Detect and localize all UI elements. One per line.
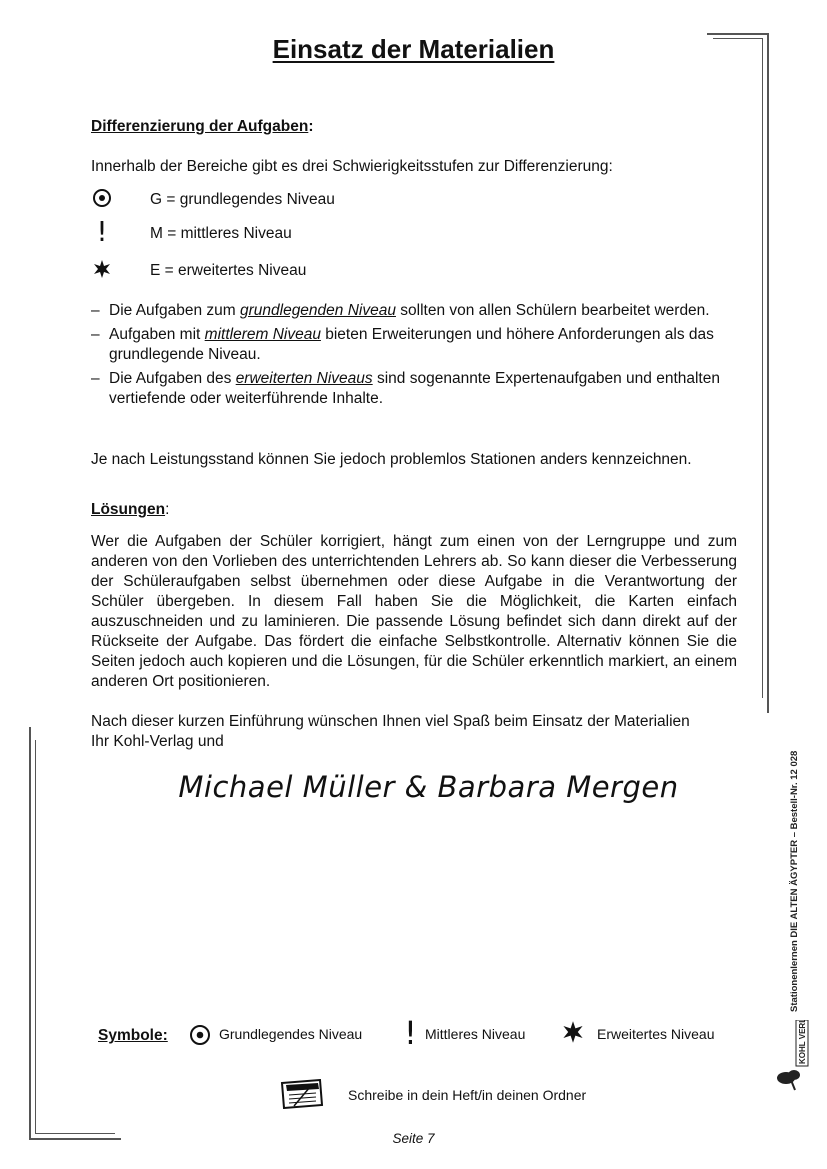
- loesungen-heading: Lösungen: [91, 501, 166, 518]
- loesungen-heading-line: [91, 500, 737, 520]
- bullet-text-post: sind sogenannte Expertenaufgaben und enthalten vertiefende oder weiterführende Inhalte.: [109, 370, 720, 407]
- notebook-icon: [280, 1079, 324, 1114]
- frame-right-vertical-inner: [762, 38, 763, 698]
- star-icon: [561, 1020, 585, 1047]
- list-item: [91, 369, 741, 409]
- bullet-text-post: sollten von allen Schülern bearbeitet werden.: [395, 302, 710, 319]
- symbols-grundlegend-label: Grundlegendes Niveau: [219, 1026, 363, 1042]
- symbols-erweitertes-label: Erweitertes Niveau: [597, 1026, 715, 1042]
- exclamation-icon: !: [404, 1014, 417, 1052]
- loesungen-heading-colon: :: [165, 501, 170, 518]
- bullet-text-emph: grundlegenden Niveau: [239, 302, 396, 319]
- differenzierung-heading: Differenzierung der Aufgaben: [91, 118, 309, 135]
- exclamation-icon: !: [96, 215, 108, 248]
- frame-right-vertical: [767, 33, 769, 713]
- symbols-label: Symbole:: [98, 1027, 168, 1044]
- differenzierung-heading-line: [91, 117, 737, 137]
- bullet-text-emph: mittlerem Niveau: [204, 326, 321, 343]
- target-icon: [189, 1024, 211, 1049]
- footer-instruction: Schreibe in dein Heft/in deinen Ordner: [348, 1087, 587, 1103]
- author-signature: Michael Müller & Barbara Mergen: [178, 770, 679, 804]
- kohl-verlag-logo: [774, 1020, 810, 1097]
- side-order-label: Stationenlernen DIE ALTEN ÄGYPTER – Bestell-Nr. 12 028: [789, 750, 800, 1012]
- list-dash: –: [91, 302, 100, 319]
- list-dash: –: [91, 326, 100, 343]
- page-number: Seite 7: [392, 1131, 435, 1146]
- list-item: [91, 325, 741, 365]
- closing-line-2: Ihr Kohl-Verlag und: [91, 733, 224, 750]
- bullet-text-post: bieten Erweiterungen und höhere Anforderungen als das grundlegende Niveau.: [109, 326, 714, 363]
- logo-text: KOHL VERLAG: [798, 1020, 807, 1064]
- list-item: [91, 301, 741, 321]
- symbols-legend: [98, 1014, 738, 1052]
- closing-line-1: Nach dieser kurzen Einführung wünschen Ihnen viel Spaß beim Einsatz der Materialien: [91, 713, 690, 730]
- bullet-text-pre: Die Aufgaben des: [109, 370, 236, 387]
- symbols-mittleres-label: Mittleres Niveau: [425, 1026, 526, 1042]
- bullet-text-pre: Aufgaben mit: [109, 326, 205, 343]
- loesungen-text: Wer die Aufgaben der Schüler korrigiert, hängt zum einen von der Lerngruppe und zum anderen von den Vorlieben des unterrichtenden Lehrers ab. So kann dieser die Verbesserung der Schüleraufgaben selbst übernehmen oder diese Aufgabe in die Verantwortung der Schüler übergeben. In diesem Fall haben Sie die Möglichkeit, die Karten einfach auszuschneiden und zu laminieren. Die passende Lösung befindet sich dann direkt auf der Rückseite der Aufgabe. Das fördert die einfache Selbstkontrolle. Alternativ können Sie die Seiten jedoch auch kopieren und die Lösungen, für die Schüler erkenntlich markiert, an einem anderen Ort positionieren.: [91, 533, 737, 690]
- level-label-m: M = mittleres Niveau: [150, 225, 292, 242]
- page-title: Einsatz der Materialien: [272, 34, 555, 64]
- list-dash: –: [91, 370, 100, 387]
- target-icon: [91, 188, 113, 213]
- differenzierung-heading-colon: :: [308, 118, 314, 135]
- level-label-g: G = grundlegendes Niveau: [150, 191, 335, 208]
- level-label-e: E = erweitertes Niveau: [150, 262, 307, 279]
- star-icon: [91, 259, 113, 284]
- differenzierung-intro: Innerhalb der Bereiche gibt es drei Schwierigkeitsstufen zur Differenzierung:: [91, 158, 613, 175]
- differenzierung-note: Je nach Leistungsstand können Sie jedoch problemlos Stationen anders kennzeichnen.: [91, 451, 692, 468]
- bullet-text-pre: Die Aufgaben zum: [109, 302, 240, 319]
- niveau-bullet-list: [91, 301, 741, 413]
- bullet-text-emph: erweiterten Niveaus: [235, 370, 373, 387]
- closing-text: [91, 712, 737, 752]
